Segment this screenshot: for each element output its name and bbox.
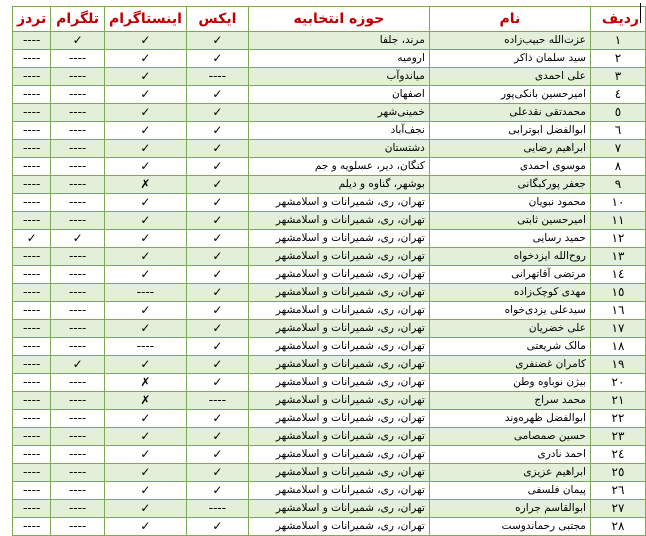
name-cell: روح‌الله ایزدخواه — [429, 248, 590, 266]
area-cell: تهران، ری، شمیرانات و اسلامشهر — [248, 464, 429, 482]
header-x: ایکس — [186, 7, 248, 32]
area-cell: تهران، ری، شمیرانات و اسلامشهر — [248, 284, 429, 302]
row-number-cell: ۱۱ — [590, 212, 645, 230]
row-number-cell: ۹ — [590, 176, 645, 194]
table-row — [13, 140, 646, 158]
name-cell: ابراهیم رضایی — [429, 140, 590, 158]
name-cell: مرتضی آقاتهرانی — [429, 266, 590, 284]
instagram-status-cell: ✓ — [105, 248, 187, 266]
threads-status-cell: ---- — [13, 428, 51, 446]
threads-status-cell: ---- — [13, 68, 51, 86]
x-status-cell: ✓ — [186, 176, 248, 194]
row-number-cell: ۱٦ — [590, 302, 645, 320]
x-status-cell: ✓ — [186, 50, 248, 68]
header-num: ردیف — [590, 7, 645, 32]
name-cell: ابوالفضل ظهره‌وند — [429, 410, 590, 428]
table-row — [13, 428, 646, 446]
area-cell: تهران، ری، شمیرانات و اسلامشهر — [248, 212, 429, 230]
telegram-status-cell: ---- — [51, 158, 105, 176]
instagram-status-cell: ---- — [105, 284, 187, 302]
table-row — [13, 176, 646, 194]
instagram-status-cell: ✓ — [105, 50, 187, 68]
table-row — [13, 50, 646, 68]
table-row — [13, 446, 646, 464]
header-telegram: تلگرام — [51, 7, 105, 32]
table-row — [13, 86, 646, 104]
row-number-cell: ۱٧ — [590, 320, 645, 338]
instagram-status-cell: ✓ — [105, 32, 187, 50]
row-number-cell: ٥ — [590, 104, 645, 122]
x-status-cell: ✓ — [186, 374, 248, 392]
x-status-cell: ✓ — [186, 230, 248, 248]
name-cell: علی خضریان — [429, 320, 590, 338]
table-row — [13, 248, 646, 266]
telegram-status-cell: ---- — [51, 194, 105, 212]
area-cell: تهران، ری، شمیرانات و اسلامشهر — [248, 428, 429, 446]
x-status-cell: ✓ — [186, 320, 248, 338]
table-row — [13, 32, 646, 50]
threads-status-cell: ---- — [13, 50, 51, 68]
table-body — [13, 32, 646, 536]
name-cell: محمد سراج — [429, 392, 590, 410]
name-cell: مالک شریعتی — [429, 338, 590, 356]
threads-status-cell: ---- — [13, 482, 51, 500]
instagram-status-cell: ✓ — [105, 140, 187, 158]
area-cell: دشتستان — [248, 140, 429, 158]
area-cell: بوشهر، گناوه و دیلم — [248, 176, 429, 194]
row-number-cell: ۸ — [590, 158, 645, 176]
name-cell: بیژن نوباوه وطن — [429, 374, 590, 392]
table-row — [13, 320, 646, 338]
table-row — [13, 374, 646, 392]
area-cell: اصفهان — [248, 86, 429, 104]
name-cell: عزت‌الله حبیب‌زاده — [429, 32, 590, 50]
x-status-cell: ✓ — [186, 302, 248, 320]
x-status-cell: ✓ — [186, 338, 248, 356]
name-cell: مجتبی رحماندوست — [429, 518, 590, 536]
header-row — [13, 7, 646, 32]
area-cell: نجف‌آباد — [248, 122, 429, 140]
document-sheet — [12, 6, 646, 536]
table-row — [13, 500, 646, 518]
name-cell: ابوالفضل ابوترابی — [429, 122, 590, 140]
table-row — [13, 104, 646, 122]
text-cursor — [640, 3, 641, 23]
x-status-cell: ---- — [186, 392, 248, 410]
name-cell: کامران غضنفری — [429, 356, 590, 374]
threads-status-cell: ---- — [13, 176, 51, 194]
instagram-status-cell: ✗ — [105, 374, 187, 392]
instagram-status-cell: ✓ — [105, 194, 187, 212]
x-status-cell: ✓ — [186, 356, 248, 374]
area-cell: تهران، ری، شمیرانات و اسلامشهر — [248, 248, 429, 266]
telegram-status-cell: ✓ — [51, 32, 105, 50]
table-row — [13, 302, 646, 320]
x-status-cell: ✓ — [186, 122, 248, 140]
x-status-cell: ✓ — [186, 428, 248, 446]
threads-status-cell: ---- — [13, 86, 51, 104]
telegram-status-cell: ---- — [51, 266, 105, 284]
row-number-cell: ۲۲ — [590, 410, 645, 428]
instagram-status-cell: ✓ — [105, 302, 187, 320]
threads-status-cell: ---- — [13, 248, 51, 266]
name-cell: حسین صمصامی — [429, 428, 590, 446]
x-status-cell: ---- — [186, 68, 248, 86]
instagram-status-cell: ✓ — [105, 212, 187, 230]
row-number-cell: ۳ — [590, 68, 645, 86]
x-status-cell: ✓ — [186, 104, 248, 122]
telegram-status-cell: ---- — [51, 338, 105, 356]
threads-status-cell: ---- — [13, 446, 51, 464]
threads-status-cell: ---- — [13, 410, 51, 428]
threads-status-cell: ---- — [13, 32, 51, 50]
row-number-cell: ۱۰ — [590, 194, 645, 212]
telegram-status-cell: ---- — [51, 320, 105, 338]
row-number-cell: ۱٤ — [590, 266, 645, 284]
threads-status-cell: ---- — [13, 140, 51, 158]
name-cell: محمود نبویان — [429, 194, 590, 212]
area-cell: تهران، ری، شمیرانات و اسلامشهر — [248, 518, 429, 536]
x-status-cell: ✓ — [186, 248, 248, 266]
area-cell: تهران، ری، شمیرانات و اسلامشهر — [248, 302, 429, 320]
table-row — [13, 482, 646, 500]
instagram-status-cell: ✓ — [105, 68, 187, 86]
header-threads: تردز — [13, 7, 51, 32]
area-cell: تهران، ری، شمیرانات و اسلامشهر — [248, 374, 429, 392]
x-status-cell: ✓ — [186, 518, 248, 536]
telegram-status-cell: ---- — [51, 428, 105, 446]
table-row — [13, 158, 646, 176]
name-cell: پیمان فلسفی — [429, 482, 590, 500]
table-row — [13, 518, 646, 536]
threads-status-cell: ---- — [13, 392, 51, 410]
x-status-cell: ✓ — [186, 284, 248, 302]
representatives-table — [12, 6, 646, 536]
threads-status-cell: ---- — [13, 500, 51, 518]
row-number-cell: ۲٦ — [590, 482, 645, 500]
row-number-cell: ۲٥ — [590, 464, 645, 482]
name-cell: سیدعلی یزدی‌خواه — [429, 302, 590, 320]
instagram-status-cell: ---- — [105, 338, 187, 356]
telegram-status-cell: ---- — [51, 176, 105, 194]
area-cell: تهران، ری، شمیرانات و اسلامشهر — [248, 320, 429, 338]
telegram-status-cell: ---- — [51, 140, 105, 158]
telegram-status-cell: ---- — [51, 86, 105, 104]
name-cell: علی احمدی — [429, 68, 590, 86]
area-cell: مرند، جلفا — [248, 32, 429, 50]
threads-status-cell: ---- — [13, 374, 51, 392]
row-number-cell: ۲ — [590, 50, 645, 68]
area-cell: تهران، ری، شمیرانات و اسلامشهر — [248, 500, 429, 518]
x-status-cell: ✓ — [186, 32, 248, 50]
instagram-status-cell: ✓ — [105, 428, 187, 446]
x-status-cell: ✓ — [186, 194, 248, 212]
x-status-cell: ✓ — [186, 266, 248, 284]
telegram-status-cell: ---- — [51, 248, 105, 266]
x-status-cell: ✓ — [186, 212, 248, 230]
name-cell: امیرحسین بانکی‌پور — [429, 86, 590, 104]
x-status-cell: ✓ — [186, 158, 248, 176]
instagram-status-cell: ✓ — [105, 446, 187, 464]
row-number-cell: ۱۳ — [590, 248, 645, 266]
telegram-status-cell: ---- — [51, 446, 105, 464]
instagram-status-cell: ✗ — [105, 392, 187, 410]
area-cell: میاندوآب — [248, 68, 429, 86]
table-row — [13, 266, 646, 284]
telegram-status-cell: ---- — [51, 284, 105, 302]
threads-status-cell: ---- — [13, 266, 51, 284]
telegram-status-cell: ---- — [51, 50, 105, 68]
telegram-status-cell: ---- — [51, 500, 105, 518]
row-number-cell: ۲۳ — [590, 428, 645, 446]
threads-status-cell: ---- — [13, 284, 51, 302]
area-cell: تهران، ری، شمیرانات و اسلامشهر — [248, 410, 429, 428]
header-name: نام — [429, 7, 590, 32]
threads-status-cell: ✓ — [13, 230, 51, 248]
name-cell: مهدی کوچک‌زاده — [429, 284, 590, 302]
threads-status-cell: ---- — [13, 212, 51, 230]
instagram-status-cell: ✓ — [105, 104, 187, 122]
area-cell: کنگان، دیر، عسلویه و جم — [248, 158, 429, 176]
row-number-cell: ٧ — [590, 140, 645, 158]
header-instagram: اینستاگرام — [105, 7, 187, 32]
telegram-status-cell: ✓ — [51, 230, 105, 248]
telegram-status-cell: ---- — [51, 464, 105, 482]
area-cell: تهران، ری، شمیرانات و اسلامشهر — [248, 482, 429, 500]
threads-status-cell: ---- — [13, 158, 51, 176]
row-number-cell: ٤ — [590, 86, 645, 104]
area-cell: تهران، ری، شمیرانات و اسلامشهر — [248, 266, 429, 284]
telegram-status-cell: ---- — [51, 68, 105, 86]
table-row — [13, 356, 646, 374]
row-number-cell: ۲٧ — [590, 500, 645, 518]
area-cell: تهران، ری، شمیرانات و اسلامشهر — [248, 230, 429, 248]
threads-status-cell: ---- — [13, 320, 51, 338]
threads-status-cell: ---- — [13, 122, 51, 140]
name-cell: موسوی احمدی — [429, 158, 590, 176]
row-number-cell: ۲۸ — [590, 518, 645, 536]
threads-status-cell: ---- — [13, 338, 51, 356]
instagram-status-cell: ✓ — [105, 356, 187, 374]
telegram-status-cell: ---- — [51, 392, 105, 410]
name-cell: ابراهیم عزیزی — [429, 464, 590, 482]
area-cell: تهران، ری، شمیرانات و اسلامشهر — [248, 356, 429, 374]
name-cell: امیرحسین ثابتی — [429, 212, 590, 230]
name-cell: احمد نادری — [429, 446, 590, 464]
name-cell: محمدتقی نقدعلی — [429, 104, 590, 122]
instagram-status-cell: ✓ — [105, 518, 187, 536]
table-row — [13, 194, 646, 212]
threads-status-cell: ---- — [13, 302, 51, 320]
row-number-cell: ۱۹ — [590, 356, 645, 374]
row-number-cell: ۲۱ — [590, 392, 645, 410]
threads-status-cell: ---- — [13, 356, 51, 374]
row-number-cell: ۲۰ — [590, 374, 645, 392]
area-cell: تهران، ری، شمیرانات و اسلامشهر — [248, 392, 429, 410]
instagram-status-cell: ✓ — [105, 86, 187, 104]
area-cell: تهران، ری، شمیرانات و اسلامشهر — [248, 338, 429, 356]
name-cell: حمید رسایی — [429, 230, 590, 248]
row-number-cell: ۱۲ — [590, 230, 645, 248]
telegram-status-cell: ---- — [51, 212, 105, 230]
instagram-status-cell: ✓ — [105, 464, 187, 482]
instagram-status-cell: ✓ — [105, 266, 187, 284]
row-number-cell: ٦ — [590, 122, 645, 140]
area-cell: تهران، ری، شمیرانات و اسلامشهر — [248, 194, 429, 212]
table-row — [13, 284, 646, 302]
x-status-cell: ✓ — [186, 464, 248, 482]
table-row — [13, 68, 646, 86]
instagram-status-cell: ✓ — [105, 158, 187, 176]
telegram-status-cell: ---- — [51, 410, 105, 428]
instagram-status-cell: ✓ — [105, 122, 187, 140]
x-status-cell: ✓ — [186, 446, 248, 464]
table-row — [13, 410, 646, 428]
row-number-cell: ۱٥ — [590, 284, 645, 302]
instagram-status-cell: ✓ — [105, 410, 187, 428]
x-status-cell: ✓ — [186, 482, 248, 500]
table-row — [13, 464, 646, 482]
x-status-cell: ✓ — [186, 410, 248, 428]
row-number-cell: ۲٤ — [590, 446, 645, 464]
x-status-cell: ✓ — [186, 140, 248, 158]
table-row — [13, 338, 646, 356]
x-status-cell: ---- — [186, 500, 248, 518]
header-area: حوزه انتخابیه — [248, 7, 429, 32]
telegram-status-cell: ---- — [51, 302, 105, 320]
telegram-status-cell: ---- — [51, 518, 105, 536]
table-row — [13, 230, 646, 248]
telegram-status-cell: ✓ — [51, 356, 105, 374]
area-cell: خمینی‌شهر — [248, 104, 429, 122]
telegram-status-cell: ---- — [51, 104, 105, 122]
telegram-status-cell: ---- — [51, 482, 105, 500]
area-cell: ارومیه — [248, 50, 429, 68]
row-number-cell: ۱۸ — [590, 338, 645, 356]
name-cell: سید سلمان ذاکر — [429, 50, 590, 68]
threads-status-cell: ---- — [13, 464, 51, 482]
instagram-status-cell: ✓ — [105, 500, 187, 518]
table-row — [13, 212, 646, 230]
telegram-status-cell: ---- — [51, 122, 105, 140]
threads-status-cell: ---- — [13, 518, 51, 536]
instagram-status-cell: ✓ — [105, 482, 187, 500]
telegram-status-cell: ---- — [51, 374, 105, 392]
table-row — [13, 392, 646, 410]
instagram-status-cell: ✓ — [105, 230, 187, 248]
instagram-status-cell: ✗ — [105, 176, 187, 194]
table-row — [13, 122, 646, 140]
x-status-cell: ✓ — [186, 86, 248, 104]
name-cell: ابوالقاسم جراره — [429, 500, 590, 518]
threads-status-cell: ---- — [13, 194, 51, 212]
threads-status-cell: ---- — [13, 104, 51, 122]
area-cell: تهران، ری، شمیرانات و اسلامشهر — [248, 446, 429, 464]
instagram-status-cell: ✓ — [105, 320, 187, 338]
name-cell: جعفر پورکبگانی — [429, 176, 590, 194]
row-number-cell: ۱ — [590, 32, 645, 50]
